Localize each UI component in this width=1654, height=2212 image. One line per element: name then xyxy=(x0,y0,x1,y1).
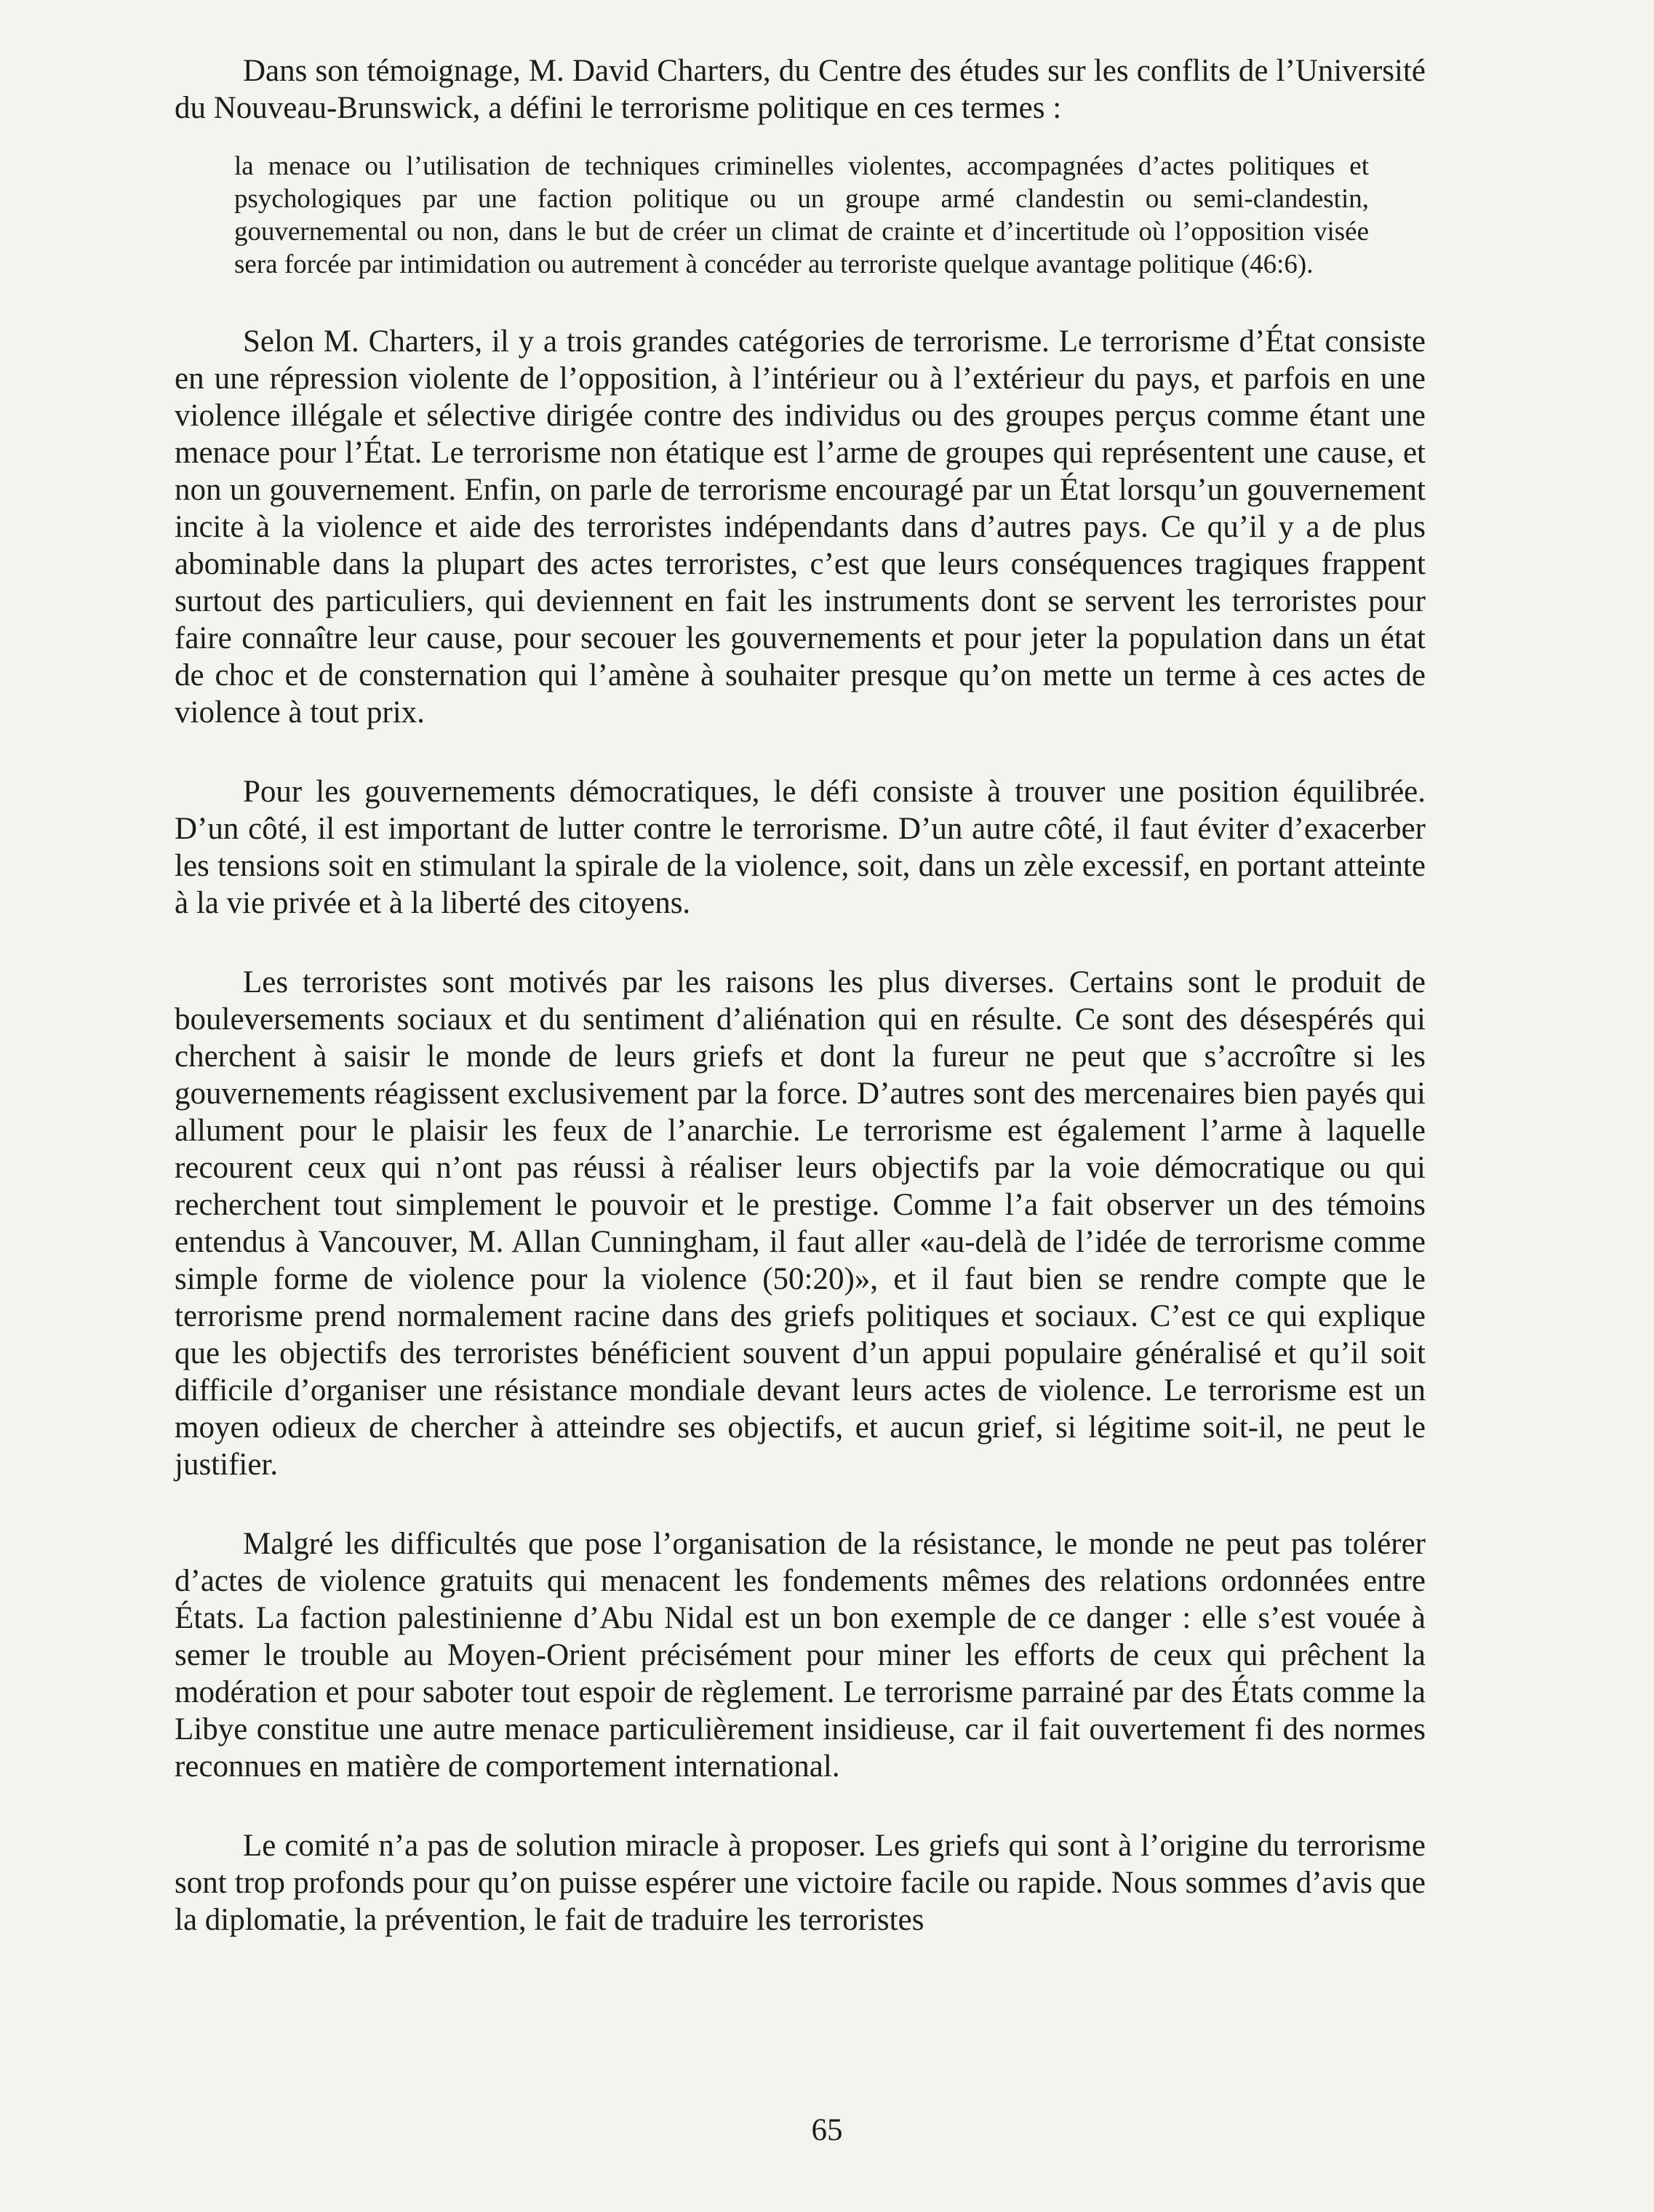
page-number: 65 xyxy=(811,2113,843,2147)
block-quote-definition: la menace ou l’utilisation de techniques criminelles violentes, accompagnées d’actes politiques et psychologiques par une faction politique ou un groupe armé clandestin ou semi-clandestin, gouvernemental ou non, dans le but de créer un climat de crainte et d’incertitude où l’opposition visée sera forcée par intimidation ou autrement à concéder au terroriste quelque avantage politique (46:6). xyxy=(234,151,1369,279)
paragraph-charters-definition: Dans son témoignage, M. David Charters, du Centre des études sur les conflits de l’Université du Nouveau-Brunswick, a défini le terrorisme politique en ces termes : xyxy=(175,54,1426,125)
paragraph-committee: Le comité n’a pas de solution miracle à proposer. Les griefs qui sont à l’origine du terrorisme sont trop profonds pour qu’on puisse espérer une victoire facile ou rapide. Nous sommes d’avis que la diplomatie, la prévention, le fait de traduire les terroristes xyxy=(175,1829,1426,1937)
paragraph-resistance: Malgré les difficultés que pose l’organisation de la résistance, le monde ne peut pas tolérer d’actes de violence gratuits qui menacent les fondements mêmes des relations ordonnées entre États. La faction palestinienne d’Abu Nidal est un bon exemple de ce danger : elle s’est vouée à semer le trouble au Moyen-Orient précisément pour miner les efforts de ceux qui prêchent la modération et pour saboter tout espoir de règlement. Le terrorisme parrainé par des États comme la Libye constitue une autre menace particulièrement insidieuse, car il fait ouvertement fi des normes reconnues en matière de comportement international. xyxy=(175,1527,1426,1784)
paragraph-categories: Selon M. Charters, il y a trois grandes catégories de terrorisme. Le terrorisme d’État consiste en une répression violente de l’opposition, à l’intérieur ou à l’extérieur du pays, et parfois en une violence illégale et sélective dirigée contre des individus ou des groupes perçus comme étant une menace pour l’État. Le terrorisme non étatique est l’arme de groupes qui représentent une cause, et non un gouvernement. Enfin, on parle de terrorisme encouragé par un État lorsqu’un gouvernement incite à la violence et aide des terroristes indépendants dans d’autres pays. Ce qu’il y a de plus abominable dans la plupart des actes terroristes, c’est que leurs conséquences tragiques frappent surtout des particuliers, qui deviennent en fait les instruments dont se servent les terroristes pour faire connaître leur cause, pour secouer les gouvernements et pour jeter la population dans un état de choc et de consternation qui l’amène à souhaiter presque qu’on mette un terme à ces actes de violence à tout prix. xyxy=(175,324,1426,730)
paragraph-democratic-governments: Pour les gouvernements démocratiques, le défi consiste à trouver une position équilibrée. D’un côté, il est important de lutter contre le terrorisme. D’un autre côté, il faut éviter d’exacerber les tensions soit en stimulant la spirale de la violence, soit, dans un zèle excessif, en portant atteinte à la vie privée et à la liberté des citoyens. xyxy=(175,775,1426,920)
paragraph-motivations: Les terroristes sont motivés par les raisons les plus diverses. Certains sont le produit de bouleversements sociaux et du sentiment d’aliénation qui en résulte. Ce sont des désespérés qui cherchent à saisir le monde de leurs griefs et dont la fureur ne peut que s’accroître si les gouvernements réagissent exclusivement par la force. D’autres sont des mercenaires bien payés qui allument pour le plaisir les feux de l’anarchie. Le terrorisme est également l’arme à laquelle recourent ceux qui n’ont pas réussi à réaliser leurs objectifs par la voie démocratique ou qui recherchent tout simplement le pouvoir et le prestige. Comme l’a fait observer un des témoins entendus à Vancouver, M. Allan Cunningham, il faut aller «au-delà de l’idée de terrorisme comme simple forme de violence pour la violence (50:20)», et il faut bien se rendre compte que le terrorisme prend normalement racine dans des griefs politiques et sociaux. C’est ce qui explique que les objectifs des terroristes bénéficient souvent d’un appui populaire généralisé et qu’il soit difficile d’organiser une résistance mondiale devant leurs actes de violence. Le terrorisme est un moyen odieux de chercher à atteindre ses objectifs, et aucun grief, si légitime soit-il, ne peut le justifier. xyxy=(175,965,1426,1482)
text-column xyxy=(175,52,1426,1939)
